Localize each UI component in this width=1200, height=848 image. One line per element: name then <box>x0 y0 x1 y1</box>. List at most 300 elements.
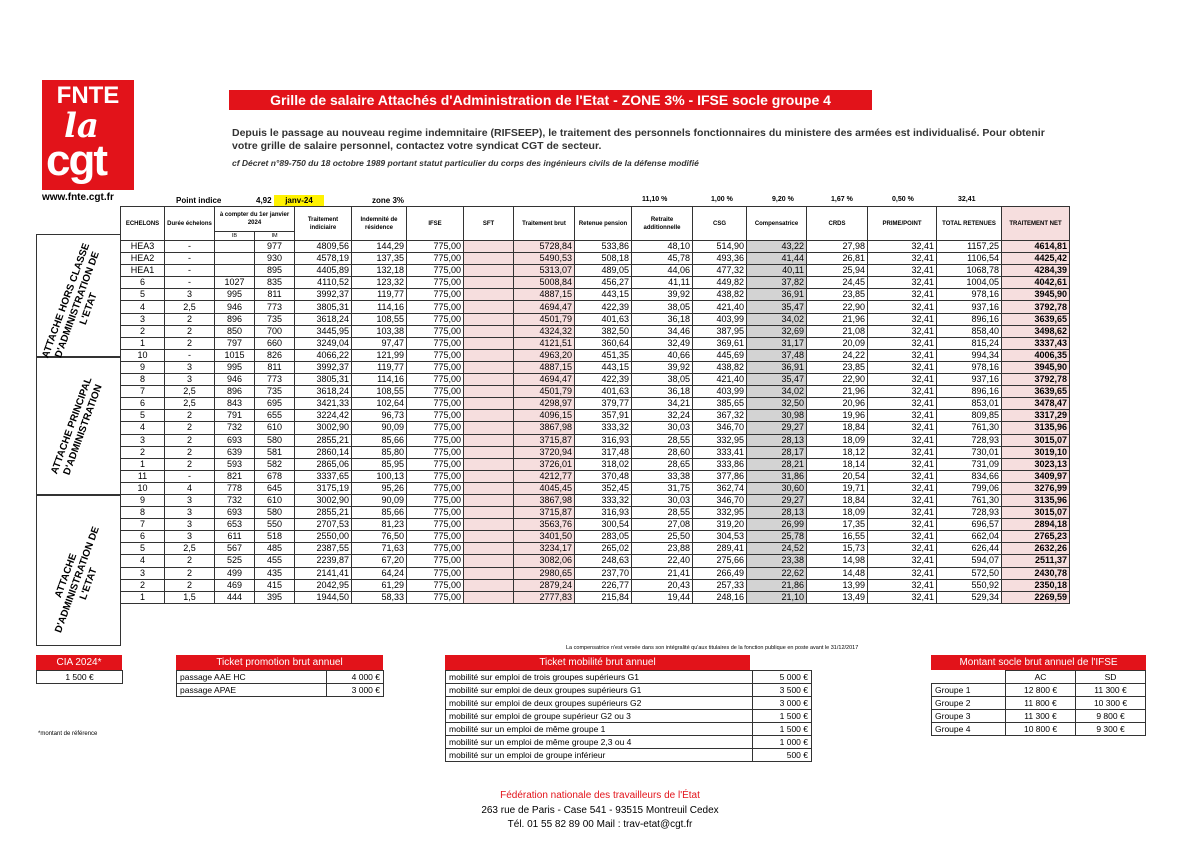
cell-sft <box>464 410 514 422</box>
rate-prime: 32,41 <box>958 196 976 203</box>
cell-sft <box>464 398 514 410</box>
table-row <box>121 410 1070 422</box>
cell-compensatrice: 43,22 <box>747 241 807 253</box>
cell-traitement-brut: 3082,06 <box>514 555 575 567</box>
cell-ifse: 775,00 <box>407 494 464 506</box>
cell-sft <box>464 301 514 313</box>
cell-ib <box>215 253 255 265</box>
cell-echelon: 2 <box>121 325 165 337</box>
cell-ifse: 775,00 <box>407 519 464 531</box>
cell-duree: 3 <box>165 519 215 531</box>
cell-prime-point: 32,41 <box>868 446 937 458</box>
cell-prime-point: 32,41 <box>868 567 937 579</box>
cell-traitement-indiciaire: 4578,19 <box>295 253 352 265</box>
cell-sft <box>464 519 514 531</box>
cell-duree: 3 <box>165 494 215 506</box>
cell-ifse: 775,00 <box>407 253 464 265</box>
cell-total-retenues: 1004,05 <box>937 277 1002 289</box>
list-item <box>177 671 384 684</box>
cell-csg: 421,40 <box>693 374 747 386</box>
cgt-logo <box>42 80 134 190</box>
th-indemnite-residence: Indemnité de résidence <box>352 207 407 241</box>
cell-retenue-pension: 370,48 <box>575 470 632 482</box>
cell-retenue-pension: 401,63 <box>575 313 632 325</box>
cell-echelon: HEA2 <box>121 253 165 265</box>
cell-ib <box>215 265 255 277</box>
cell-retraite-additionnelle: 34,46 <box>632 325 693 337</box>
cell-traitement-net: 4042,61 <box>1002 277 1070 289</box>
cell-ifse: 775,00 <box>407 325 464 337</box>
cell-traitement-net: 3639,65 <box>1002 386 1070 398</box>
table-row <box>121 482 1070 494</box>
cell-echelon: 5 <box>121 410 165 422</box>
cell-csg: 332,95 <box>693 507 747 519</box>
th-ib: IB <box>215 232 255 241</box>
cell-im: 610 <box>255 422 295 434</box>
cell-traitement-brut: 4694,47 <box>514 301 575 313</box>
cell-traitement-net: 3135,96 <box>1002 422 1070 434</box>
table-row <box>121 434 1070 446</box>
cell-echelon: 4 <box>121 422 165 434</box>
cell-total-retenues: 626,44 <box>937 543 1002 555</box>
cell-indemnite-residence: 85,66 <box>352 507 407 519</box>
cell-retraite-additionnelle: 27,08 <box>632 519 693 531</box>
cell-ib: 1015 <box>215 349 255 361</box>
cell-echelon: HEA3 <box>121 241 165 253</box>
cell-indemnite-residence: 61,29 <box>352 579 407 591</box>
cell-traitement-net: 4425,42 <box>1002 253 1070 265</box>
cell-duree: 2 <box>165 422 215 434</box>
cell-ifse: 775,00 <box>407 591 464 603</box>
cell-retenue-pension: 422,39 <box>575 301 632 313</box>
cell-im: 895 <box>255 265 295 277</box>
cell-traitement-net: 3019,10 <box>1002 446 1070 458</box>
list-item <box>446 697 812 710</box>
cell-ib: 469 <box>215 579 255 591</box>
cell-csg: 438,82 <box>693 289 747 301</box>
cell-im: 678 <box>255 470 295 482</box>
cell-sft <box>464 265 514 277</box>
cell-compensatrice: 32,50 <box>747 398 807 410</box>
cell-im: 581 <box>255 446 295 458</box>
list-item <box>446 749 812 762</box>
logo-fnte: FNTE <box>56 82 120 109</box>
table-row <box>121 301 1070 313</box>
cell-ib: 693 <box>215 507 255 519</box>
cell-csg: 385,65 <box>693 398 747 410</box>
cell-indemnite-residence: 121,99 <box>352 349 407 361</box>
cell-prime-point: 32,41 <box>868 337 937 349</box>
cell-csg: 477,32 <box>693 265 747 277</box>
cell-im: 811 <box>255 289 295 301</box>
cell-echelon: 7 <box>121 519 165 531</box>
cell-im: 580 <box>255 434 295 446</box>
ifse-amount: 10 300 € <box>1076 697 1146 710</box>
th-retenue-pension: Retenue pension <box>575 207 632 241</box>
cell-traitement-brut: 4121,51 <box>514 337 575 349</box>
cell-echelon: 3 <box>121 434 165 446</box>
cell-traitement-brut: 4096,15 <box>514 410 575 422</box>
cell-traitement-brut: 5313,07 <box>514 265 575 277</box>
cell-retenue-pension: 456,27 <box>575 277 632 289</box>
cell-traitement-net: 2269,59 <box>1002 591 1070 603</box>
cell-traitement-brut: 4298,97 <box>514 398 575 410</box>
list-item <box>177 684 384 697</box>
cell-sft <box>464 567 514 579</box>
cell-traitement-net: 4284,39 <box>1002 265 1070 277</box>
cell-ifse: 775,00 <box>407 434 464 446</box>
cell-crds: 18,84 <box>807 422 868 434</box>
ifse-group-label: Groupe 1 <box>932 684 1006 697</box>
cell-prime-point: 32,41 <box>868 531 937 543</box>
cell-retenue-pension: 265,02 <box>575 543 632 555</box>
mobilite-amount: 3 000 € <box>753 697 812 710</box>
cell-ifse: 775,00 <box>407 313 464 325</box>
footer-org: Fédération nationale des travailleurs de l'État <box>500 790 700 801</box>
cell-crds: 20,09 <box>807 337 868 349</box>
cell-compensatrice: 26,99 <box>747 519 807 531</box>
cell-traitement-net: 3498,62 <box>1002 325 1070 337</box>
cell-retraite-additionnelle: 23,88 <box>632 543 693 555</box>
cell-traitement-net: 2430,78 <box>1002 567 1070 579</box>
cell-echelon: 10 <box>121 482 165 494</box>
cell-indemnite-residence: 85,66 <box>352 434 407 446</box>
cell-traitement-brut: 3401,50 <box>514 531 575 543</box>
rate-csg: 9,20 % <box>772 196 794 203</box>
cell-crds: 24,45 <box>807 277 868 289</box>
cell-traitement-net: 3639,65 <box>1002 313 1070 325</box>
logo-cgt: cgt <box>46 136 106 185</box>
cell-compensatrice: 23,38 <box>747 555 807 567</box>
cell-retraite-additionnelle: 20,43 <box>632 579 693 591</box>
cell-ib: 995 <box>215 361 255 373</box>
cell-prime-point: 32,41 <box>868 361 937 373</box>
cell-echelon: 8 <box>121 507 165 519</box>
ifse-col-header: AC <box>1006 671 1076 684</box>
cia-title: CIA 2024* <box>36 655 122 670</box>
cell-traitement-indiciaire: 3805,31 <box>295 301 352 313</box>
cell-prime-point: 32,41 <box>868 507 937 519</box>
cell-compensatrice: 24,52 <box>747 543 807 555</box>
footer-contact: Tél. 01 55 82 89 00 Mail : trav-etat@cgt.fr <box>507 819 693 830</box>
cell-duree: - <box>165 241 215 253</box>
cell-traitement-indiciaire: 3445,95 <box>295 325 352 337</box>
cell-echelon: 7 <box>121 386 165 398</box>
th-csg: CSG <box>693 207 747 241</box>
table-row <box>121 543 1070 555</box>
th-compensatrice: Compensatrice <box>747 207 807 241</box>
cell-csg: 438,82 <box>693 361 747 373</box>
cell-traitement-net: 3792,78 <box>1002 301 1070 313</box>
cell-ifse: 775,00 <box>407 555 464 567</box>
cell-retraite-additionnelle: 30,03 <box>632 494 693 506</box>
mobilite-amount: 500 € <box>753 749 812 762</box>
cell-ifse: 775,00 <box>407 337 464 349</box>
cell-traitement-net: 3337,43 <box>1002 337 1070 349</box>
promo-amount: 4 000 € <box>327 671 384 684</box>
cell-ifse: 775,00 <box>407 422 464 434</box>
cell-indemnite-residence: 90,09 <box>352 494 407 506</box>
promo-label: passage APAE <box>177 684 327 697</box>
cell-echelon: 8 <box>121 374 165 386</box>
cell-total-retenues: 572,50 <box>937 567 1002 579</box>
cell-retraite-additionnelle: 36,18 <box>632 386 693 398</box>
cell-prime-point: 32,41 <box>868 398 937 410</box>
cell-compensatrice: 28,13 <box>747 507 807 519</box>
cell-retenue-pension: 352,45 <box>575 482 632 494</box>
cell-echelon: 2 <box>121 446 165 458</box>
cell-traitement-net: 3135,96 <box>1002 494 1070 506</box>
cell-indemnite-residence: 100,13 <box>352 470 407 482</box>
cell-traitement-net: 3023,13 <box>1002 458 1070 470</box>
cell-duree: 2 <box>165 579 215 591</box>
cell-im: 485 <box>255 543 295 555</box>
point-indice-value: 4,92 <box>256 196 272 205</box>
cell-retenue-pension: 215,84 <box>575 591 632 603</box>
cell-ib: 821 <box>215 470 255 482</box>
cell-sft <box>464 386 514 398</box>
mobilite-label: mobilité sur un emploi de même groupe 1 <box>446 723 753 736</box>
cell-retenue-pension: 333,32 <box>575 494 632 506</box>
cell-echelon: 6 <box>121 398 165 410</box>
cell-traitement-indiciaire: 3805,31 <box>295 374 352 386</box>
ifse-group-label: Groupe 2 <box>932 697 1006 710</box>
cell-ib: 499 <box>215 567 255 579</box>
cell-traitement-indiciaire: 2042,95 <box>295 579 352 591</box>
cell-echelon: 4 <box>121 555 165 567</box>
cell-retraite-additionnelle: 28,55 <box>632 434 693 446</box>
cell-traitement-net: 3276,99 <box>1002 482 1070 494</box>
cell-retenue-pension: 422,39 <box>575 374 632 386</box>
cell-crds: 24,22 <box>807 349 868 361</box>
cell-ib: 843 <box>215 398 255 410</box>
table-row <box>121 507 1070 519</box>
cell-ib: 567 <box>215 543 255 555</box>
cell-im: 582 <box>255 458 295 470</box>
table-row <box>121 458 1070 470</box>
cell-indemnite-residence: 81,23 <box>352 519 407 531</box>
cell-retraite-additionnelle: 45,78 <box>632 253 693 265</box>
cell-traitement-brut: 4501,79 <box>514 313 575 325</box>
cell-im: 455 <box>255 555 295 567</box>
cell-retenue-pension: 401,63 <box>575 386 632 398</box>
table-row <box>121 289 1070 301</box>
cell-compensatrice: 22,62 <box>747 567 807 579</box>
ifse-amount: 11 800 € <box>1006 697 1076 710</box>
cell-total-retenues: 937,16 <box>937 374 1002 386</box>
table-row <box>121 325 1070 337</box>
ifse-socle-table <box>931 670 1146 736</box>
cell-ib: 653 <box>215 519 255 531</box>
cell-ib: 611 <box>215 531 255 543</box>
cell-ifse: 775,00 <box>407 265 464 277</box>
cell-duree: 3 <box>165 531 215 543</box>
cell-echelon: 5 <box>121 289 165 301</box>
th-prime-point: PRIME/POINT <box>868 207 937 241</box>
cell-retraite-additionnelle: 36,18 <box>632 313 693 325</box>
mobilite-label: mobilité sur un emploi de même groupe 2,3 ou 4 <box>446 736 753 749</box>
cell-echelon: 9 <box>121 361 165 373</box>
cell-total-retenues: 994,34 <box>937 349 1002 361</box>
cell-ifse: 775,00 <box>407 349 464 361</box>
cell-duree: - <box>165 277 215 289</box>
cell-retraite-additionnelle: 33,38 <box>632 470 693 482</box>
cell-im: 977 <box>255 241 295 253</box>
cell-retenue-pension: 248,63 <box>575 555 632 567</box>
cell-csg: 319,20 <box>693 519 747 531</box>
cell-im: 811 <box>255 361 295 373</box>
cell-prime-point: 32,41 <box>868 458 937 470</box>
cell-ifse: 775,00 <box>407 507 464 519</box>
cell-duree: 2 <box>165 458 215 470</box>
cell-csg: 421,40 <box>693 301 747 313</box>
cell-duree: 2,5 <box>165 398 215 410</box>
list-item <box>446 684 812 697</box>
cell-retraite-additionnelle: 48,10 <box>632 241 693 253</box>
cell-crds: 25,94 <box>807 265 868 277</box>
cell-crds: 18,12 <box>807 446 868 458</box>
cell-traitement-brut: 4212,77 <box>514 470 575 482</box>
cell-retenue-pension: 379,77 <box>575 398 632 410</box>
cell-traitement-indiciaire: 2550,00 <box>295 531 352 543</box>
cell-compensatrice: 36,91 <box>747 289 807 301</box>
cell-indemnite-residence: 90,09 <box>352 422 407 434</box>
cell-indemnite-residence: 123,32 <box>352 277 407 289</box>
cell-traitement-brut: 4501,79 <box>514 386 575 398</box>
cell-retenue-pension: 533,86 <box>575 241 632 253</box>
cell-total-retenues: 662,04 <box>937 531 1002 543</box>
ifse-group-label: Groupe 4 <box>932 723 1006 736</box>
cell-crds: 20,54 <box>807 470 868 482</box>
th-compter: à compter du 1er janvier 2024 <box>215 207 295 232</box>
cell-im: 660 <box>255 337 295 349</box>
mobilite-amount: 5 000 € <box>753 671 812 684</box>
cell-ifse: 775,00 <box>407 470 464 482</box>
cell-retraite-additionnelle: 30,03 <box>632 422 693 434</box>
cell-traitement-net: 3945,90 <box>1002 289 1070 301</box>
cell-ib: 797 <box>215 337 255 349</box>
cell-ib: 732 <box>215 494 255 506</box>
cell-traitement-brut: 3563,76 <box>514 519 575 531</box>
cell-traitement-brut: 3715,87 <box>514 507 575 519</box>
cell-compensatrice: 21,10 <box>747 591 807 603</box>
cell-csg: 403,99 <box>693 313 747 325</box>
mobilite-label: mobilité sur un emploi de groupe inférieur <box>446 749 753 762</box>
cell-prime-point: 32,41 <box>868 277 937 289</box>
cell-ifse: 775,00 <box>407 361 464 373</box>
cell-sft <box>464 241 514 253</box>
cell-ib: 946 <box>215 374 255 386</box>
cell-traitement-brut: 3867,98 <box>514 422 575 434</box>
cell-retenue-pension: 443,15 <box>575 289 632 301</box>
cell-total-retenues: 809,85 <box>937 410 1002 422</box>
cell-traitement-indiciaire: 2855,21 <box>295 434 352 446</box>
cell-sft <box>464 482 514 494</box>
cell-retenue-pension: 333,32 <box>575 422 632 434</box>
cell-compensatrice: 41,44 <box>747 253 807 265</box>
cell-total-retenues: 896,16 <box>937 313 1002 325</box>
cell-prime-point: 32,41 <box>868 434 937 446</box>
table-row <box>121 555 1070 567</box>
cell-ifse: 775,00 <box>407 277 464 289</box>
cell-crds: 19,96 <box>807 410 868 422</box>
cell-duree: - <box>165 265 215 277</box>
cell-duree: 4 <box>165 482 215 494</box>
table-row <box>121 386 1070 398</box>
cell-prime-point: 32,41 <box>868 301 937 313</box>
cell-prime-point: 32,41 <box>868 386 937 398</box>
cell-compensatrice: 32,69 <box>747 325 807 337</box>
cell-csg: 248,16 <box>693 591 747 603</box>
cell-im: 610 <box>255 494 295 506</box>
cell-traitement-net: 2511,37 <box>1002 555 1070 567</box>
cell-im: 735 <box>255 313 295 325</box>
cell-retraite-additionnelle: 25,50 <box>632 531 693 543</box>
logo-url[interactable]: www.fnte.cgt.fr <box>42 192 114 203</box>
cell-csg: 367,32 <box>693 410 747 422</box>
cia-value: 1 500 € <box>37 671 123 684</box>
cell-traitement-net: 3317,29 <box>1002 410 1070 422</box>
cell-traitement-net: 3945,90 <box>1002 361 1070 373</box>
cell-retraite-additionnelle: 28,55 <box>632 507 693 519</box>
cell-total-retenues: 696,57 <box>937 519 1002 531</box>
cell-crds: 18,84 <box>807 494 868 506</box>
cell-indemnite-residence: 96,73 <box>352 410 407 422</box>
cell-total-retenues: 896,16 <box>937 386 1002 398</box>
cell-indemnite-residence: 85,95 <box>352 458 407 470</box>
cell-retenue-pension: 382,50 <box>575 325 632 337</box>
cell-traitement-net: 3478,47 <box>1002 398 1070 410</box>
cell-retraite-additionnelle: 32,49 <box>632 337 693 349</box>
cell-retraite-additionnelle: 44,06 <box>632 265 693 277</box>
mobilite-amount: 3 500 € <box>753 684 812 697</box>
list-item <box>446 723 812 736</box>
cell-sft <box>464 434 514 446</box>
mobilite-label: mobilité sur emploi de groupe supérieur G2 ou 3 <box>446 710 753 723</box>
cell-im: 773 <box>255 374 295 386</box>
cell-traitement-net: 3015,07 <box>1002 434 1070 446</box>
cell-indemnite-residence: 108,55 <box>352 386 407 398</box>
cell-im: 435 <box>255 567 295 579</box>
cia-note: *montant de référence <box>38 731 98 737</box>
cell-crds: 18,09 <box>807 434 868 446</box>
table-header-row <box>121 207 1070 232</box>
cell-total-retenues: 731,09 <box>937 458 1002 470</box>
cell-prime-point: 32,41 <box>868 591 937 603</box>
cell-traitement-net: 3792,78 <box>1002 374 1070 386</box>
list-item <box>932 723 1146 736</box>
cell-ib: 639 <box>215 446 255 458</box>
cell-compensatrice: 29,27 <box>747 494 807 506</box>
mobilite-amount: 1 000 € <box>753 736 812 749</box>
cell-compensatrice: 35,47 <box>747 374 807 386</box>
cell-duree: 3 <box>165 361 215 373</box>
cell-duree: 2 <box>165 313 215 325</box>
cell-ib: 896 <box>215 386 255 398</box>
list-item <box>932 697 1146 710</box>
cell-prime-point: 32,41 <box>868 579 937 591</box>
cell-compensatrice: 40,11 <box>747 265 807 277</box>
cell-total-retenues: 761,30 <box>937 422 1002 434</box>
cell-duree: 2 <box>165 325 215 337</box>
cell-retraite-additionnelle: 28,65 <box>632 458 693 470</box>
th-traitement-net: TRAITEMENT NET <box>1002 207 1070 241</box>
cell-retraite-additionnelle: 40,66 <box>632 349 693 361</box>
cell-sft <box>464 277 514 289</box>
cell-ifse: 775,00 <box>407 543 464 555</box>
empty-cell <box>932 671 1006 684</box>
cell-traitement-brut: 3234,17 <box>514 543 575 555</box>
